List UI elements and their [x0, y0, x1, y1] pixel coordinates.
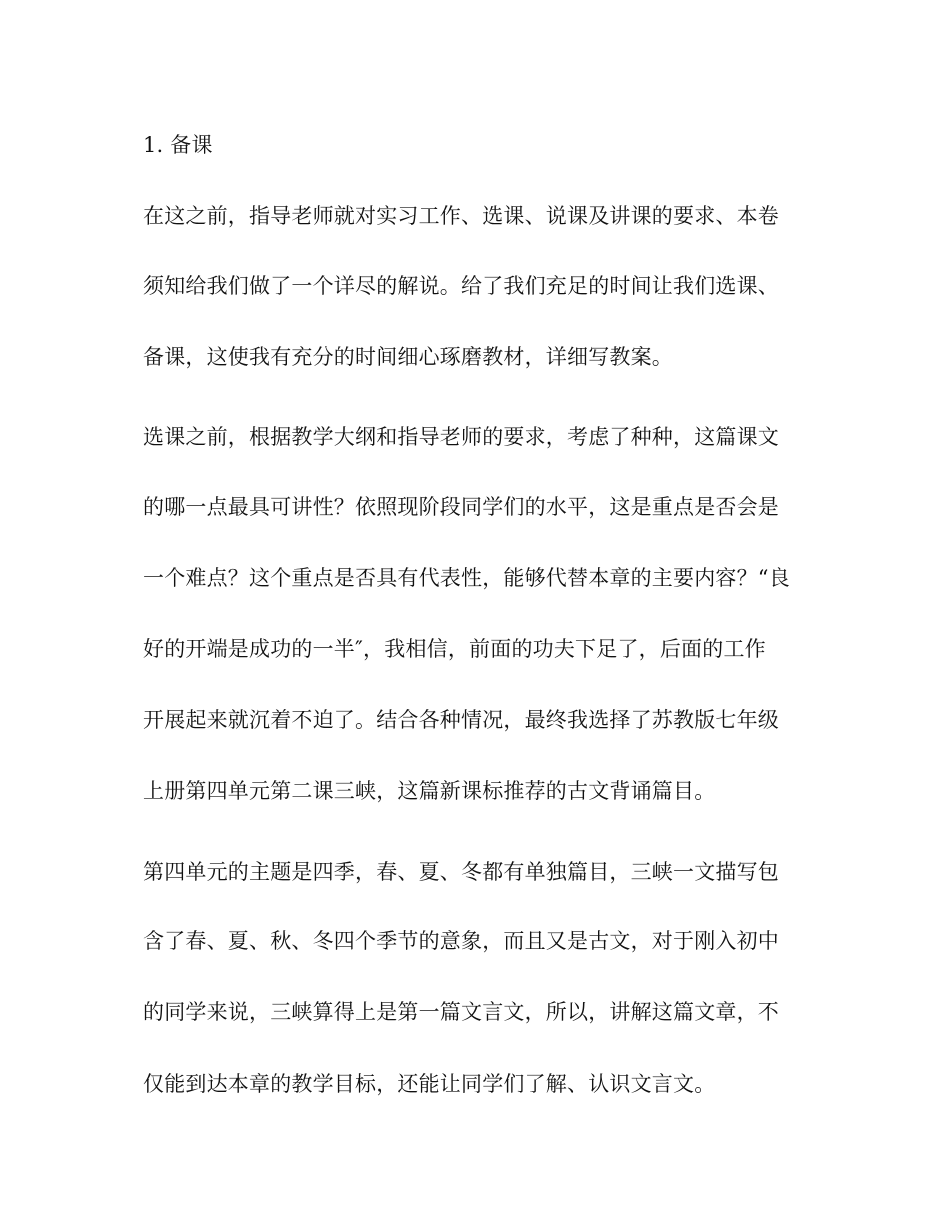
- paragraph-line: 一个难点？这个重点是否具有代表性，能够代替本章的主要内容？“良: [143, 566, 790, 590]
- paragraph-line: 备课，这使我有充分的时间细心琢磨教材，详细写教案。: [143, 345, 673, 369]
- paragraph-line: 好的开端是成功的一半″，我相信，前面的功夫下足了，后面的工作: [143, 637, 766, 661]
- paragraph-line: 须知给我们做了一个详尽的解说。给了我们充足的时间让我们选课、: [143, 274, 779, 298]
- paragraph-line: 上册第四单元第二课三峡，这篇新课标推荐的古文背诵篇目。: [143, 779, 716, 803]
- paragraph-line: 含了春、夏、秋、冬四个季节的意象，而且又是古文，对于刚入初中: [143, 929, 779, 953]
- paragraph-line: 仅能到达本章的教学目标，还能让同学们了解、认识文言文。: [143, 1072, 716, 1096]
- paragraph-line: 选课之前，根据教学大纲和指导老师的要求，考虑了种种，这篇课文: [143, 425, 779, 449]
- section-heading: 1. 备课: [143, 133, 213, 157]
- paragraph-line: 在这之前，指导老师就对实习工作、选课、说课及讲课的要求、本卷: [143, 204, 779, 228]
- paragraph-line: 第四单元的主题是四季，春、夏、冬都有单独篇目，三峡一文描写包: [143, 860, 779, 884]
- paragraph-line: 的同学来说，三峡算得上是第一篇文言文，所以，讲解这篇文章，不: [143, 1000, 779, 1024]
- paragraph-line: 的哪一点最具可讲性？依照现阶段同学们的水平，这是重点是否会是: [143, 495, 779, 519]
- paragraph-line: 开展起来就沉着不迫了。结合各种情况，最终我选择了苏教版七年级: [143, 708, 779, 732]
